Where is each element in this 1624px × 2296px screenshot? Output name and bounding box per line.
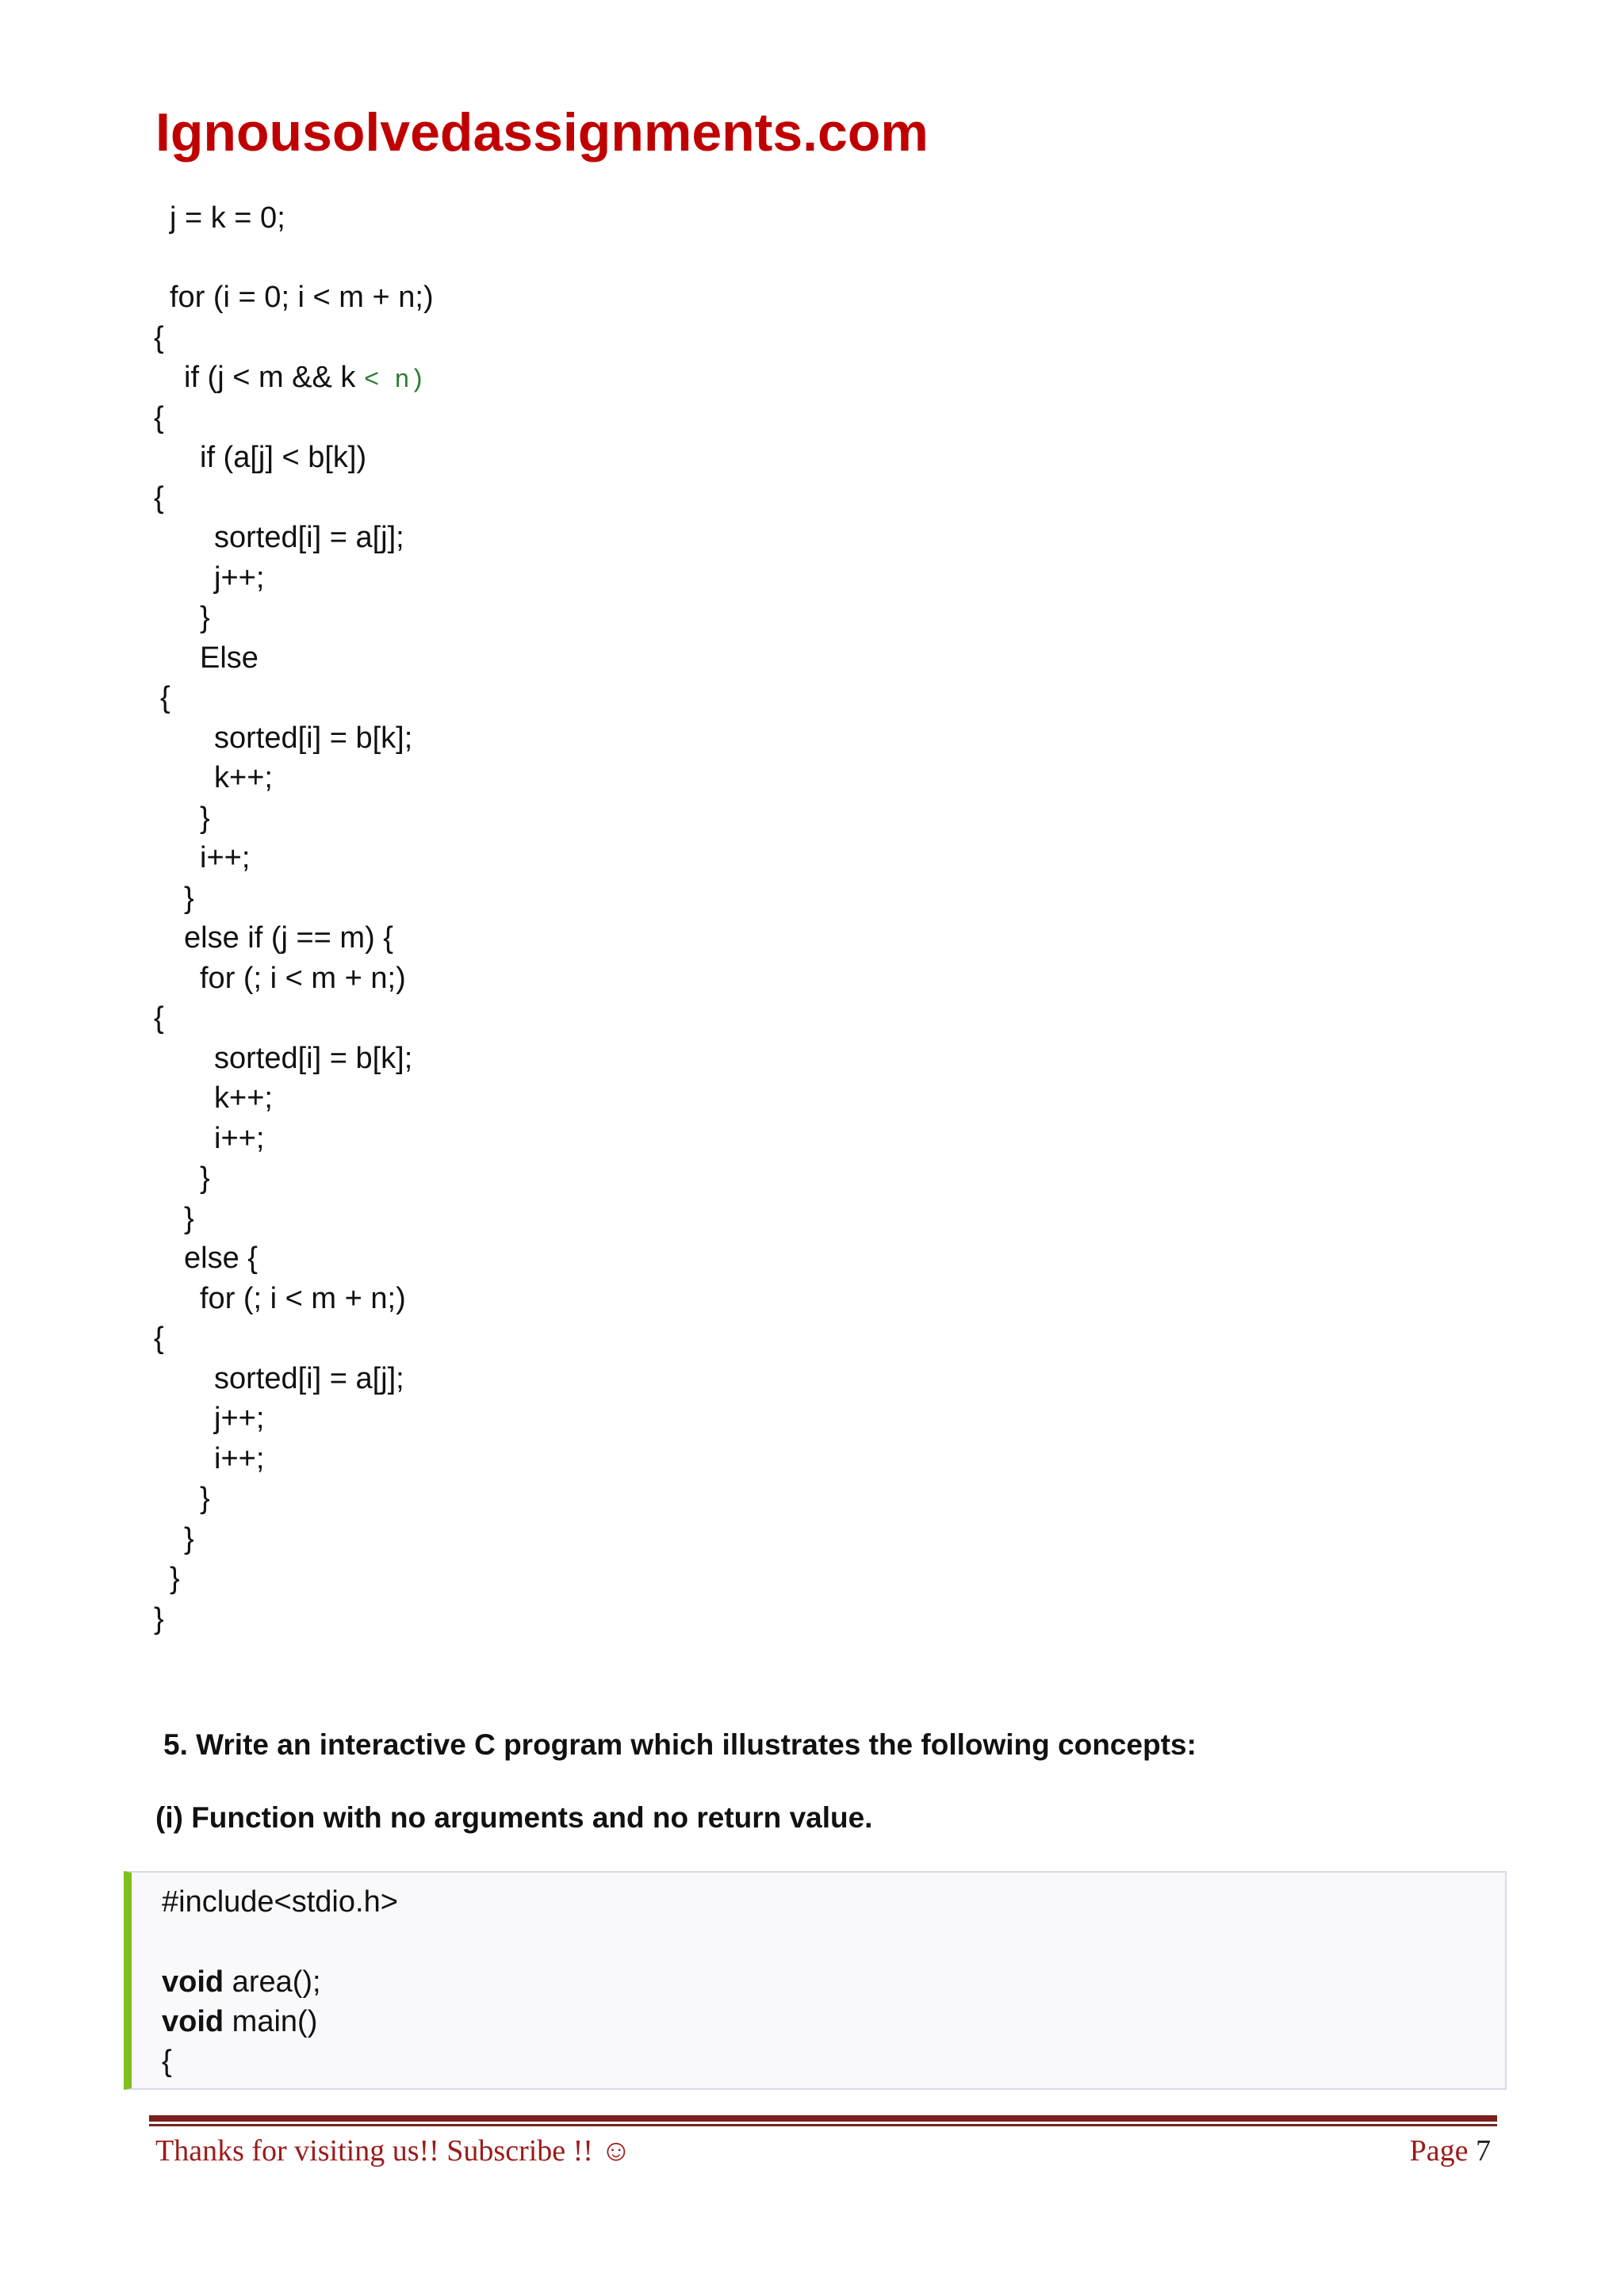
- code-line: {: [154, 1322, 164, 1355]
- code-line: i++;: [214, 1122, 265, 1155]
- code-line: [184, 358, 425, 400]
- code-line: j++;: [214, 1402, 265, 1435]
- keyword-void: void: [162, 2005, 224, 2038]
- footer-divider-thin: [149, 2124, 1497, 2126]
- code-line: {: [154, 321, 164, 354]
- code-line: }: [154, 1602, 164, 1636]
- code-line: }: [170, 1562, 180, 1595]
- code-line: sorted[i] = a[j];: [214, 521, 404, 554]
- footer-divider-thick: [149, 2115, 1497, 2122]
- page-label: Page: [1409, 2134, 1469, 2168]
- code-line: for (; i < m + n;): [200, 962, 406, 995]
- code-line: for (i = 0; i < m + n;): [170, 281, 434, 314]
- code-text: main(): [224, 2005, 318, 2038]
- code-line: {: [154, 1001, 164, 1035]
- code-line: }: [200, 1161, 210, 1195]
- code-line: Else: [200, 641, 259, 675]
- code-line: k++;: [214, 761, 273, 794]
- code-line: }: [184, 882, 194, 915]
- code-include-line: #include<stdio.h>: [162, 1885, 398, 1919]
- code-line: i++;: [200, 841, 251, 874]
- code-line: else if (j == m) {: [184, 921, 393, 955]
- page-number: [1410, 2131, 1491, 2171]
- keyword-void: void: [162, 1965, 224, 1999]
- code-line: {: [154, 401, 164, 434]
- code-line: }: [200, 802, 210, 835]
- code-text: if (j < m && k: [184, 361, 356, 394]
- code-line: j++;: [214, 561, 265, 595]
- code-line: sorted[i] = b[k];: [214, 1042, 413, 1075]
- code-line: j = k = 0;: [170, 201, 285, 235]
- code-text: area();: [224, 1965, 321, 1999]
- code-line: {: [160, 681, 170, 714]
- code-line: for (; i < m + n;): [200, 1282, 406, 1315]
- footer-thanks: Thanks for visiting us!! Subscribe !! ☺: [155, 2134, 632, 2168]
- subquestion-heading: (i) Function with no arguments and no return value.: [155, 1801, 873, 1834]
- site-title: Ignousolvedassignments.com: [155, 102, 929, 163]
- code-line: }: [184, 1522, 194, 1556]
- code-line: i++;: [214, 1442, 265, 1475]
- code-block: [124, 1871, 1507, 2090]
- code-line: {: [154, 481, 164, 515]
- code-main-line: [162, 2002, 317, 2042]
- code-declaration-line: [162, 1962, 321, 2002]
- code-line: }: [184, 1202, 194, 1235]
- code-line: else {: [184, 1242, 258, 1275]
- code-line: if (a[j] < b[k]): [200, 441, 367, 474]
- code-brace-line: {: [162, 2045, 172, 2078]
- footer-divider: [149, 2115, 1497, 2126]
- code-line: k++;: [214, 1081, 273, 1115]
- code-line: sorted[i] = b[k];: [214, 721, 413, 755]
- code-line: }: [200, 601, 210, 634]
- page-number-value: 7: [1476, 2134, 1491, 2168]
- question-heading: 5. Write an interactive C program which illustrates the following concepts:: [163, 1728, 1197, 1761]
- code-text-tail: < n): [363, 365, 425, 395]
- code-line: sorted[i] = a[j];: [214, 1362, 404, 1395]
- code-line: }: [200, 1482, 210, 1515]
